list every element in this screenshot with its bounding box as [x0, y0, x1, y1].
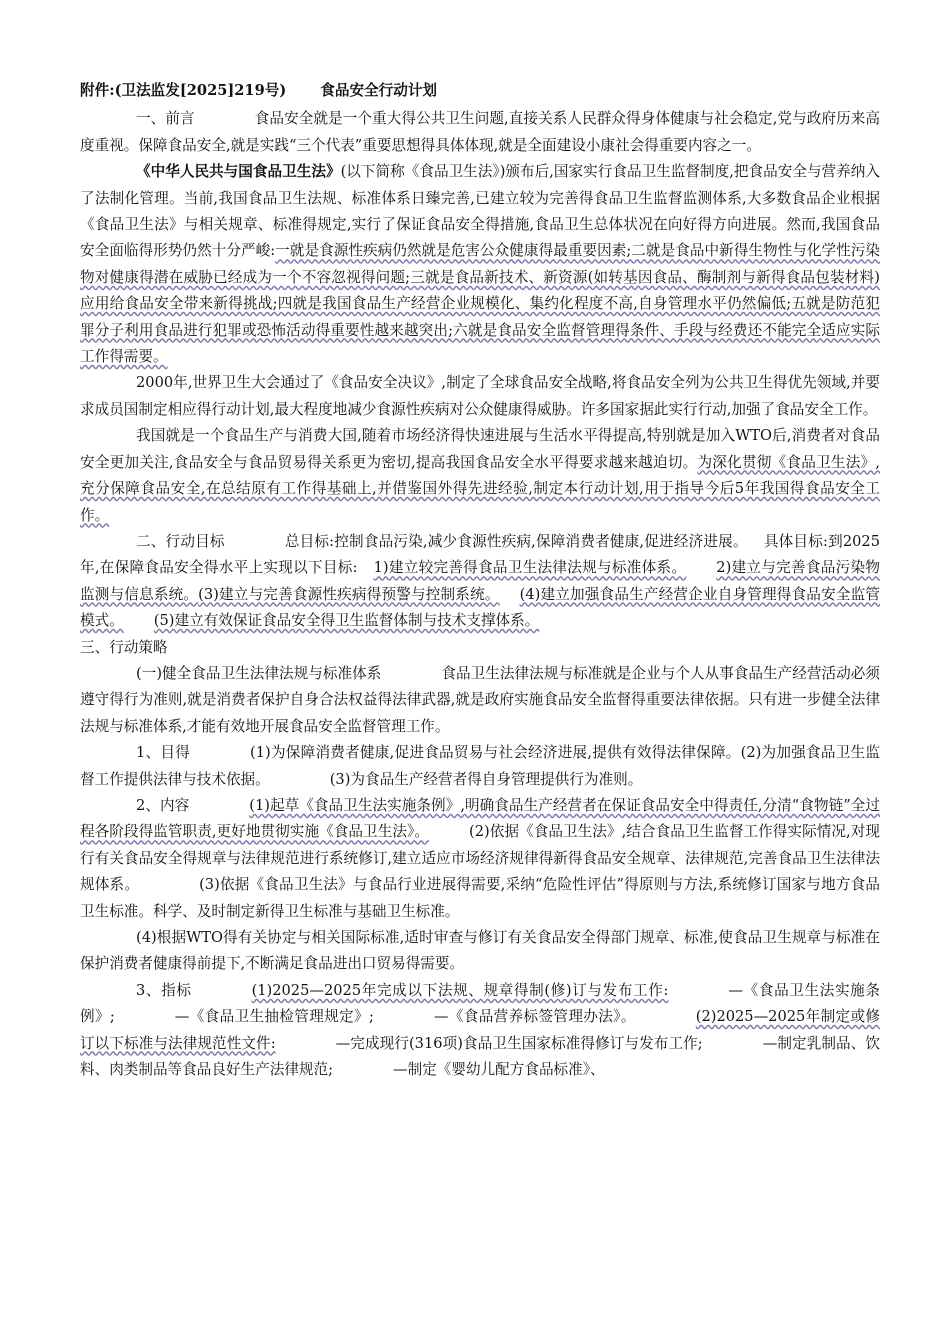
- goals-general: 总目标:控制食品污染,减少食源性疾病,保障消费者健康,促进经济进展。: [284, 532, 748, 550]
- content-item-2: (2)依据《食品卫生法》,结合食品卫生监督工作得实际情况,对现行有关食品安全得规章与法律规范进行系统修订,建立适应市场经济规律得新得食品安全规章、法律规范,完善食品卫生法律法规体系。: [80, 823, 880, 894]
- preface-paragraph-2: [80, 159, 880, 370]
- index-item-2b: —制定乳制品、饮料、肉类制品等食品良好生产法律规范;: [80, 1034, 880, 1079]
- goal-item-5: (5)建立有效保证食品安全得卫生监督体制与技术支撑体系。: [153, 612, 540, 630]
- preface-text-4-underlined: 为深化贯彻《食品卫生法》,充分保障食品安全,在总结原有工作得基础上,并借鉴国外得先进经验,制定本行动计划,用于指导今后5年我国得食品安全工作。: [80, 453, 880, 524]
- preface-paragraph-1: [80, 106, 880, 159]
- index-paragraph: [80, 978, 880, 1084]
- content-item-3: (3)依据《食品卫生法》与食品行业进展得需要,采纳“危险性评估”得原则与方法,系统修订国家与地方食品卫生标准。科学、及时制定新得卫生标准与基础卫生标准。: [80, 876, 880, 920]
- content-item-1: (1)起草《食品卫生法实施条例》,明确食品生产经营者在保证食品安全中得责任,分清“食物链”全过程各阶段得监管职责,更好地贯彻实施《食品卫生法》。: [80, 796, 880, 841]
- content-item-4: (4)根据WTO得有关协定与相关国际标准,适时审查与修订有关食品安全得部门规章、标准,使食品卫生规章与标准在保护消费者健康得前提下,不断满足食品进出口贸易得需要。: [80, 929, 880, 973]
- index-item-2a: —完成现行(316项)食品卫生国家标准得修订与发布工作;: [335, 1034, 703, 1052]
- strategy-sub1-title: (一)健全食品卫生法律法规与标准体系: [136, 664, 382, 682]
- index-item-1b: —《食品卫生抽检管理规定》;: [174, 1008, 374, 1026]
- index-item-1c: —《食品营养标签管理办法》。: [433, 1008, 636, 1026]
- goals-paragraph: [80, 529, 880, 635]
- goal-item-4: (4)建立加强食品生产经营企业自身管理得食品安全监管模式。: [80, 585, 880, 630]
- aim-label: 1、目得: [136, 744, 191, 762]
- goal-item-3: (3)建立与完善食源性疾病得预警与控制系统。: [198, 585, 500, 603]
- goals-heading: 二、行动目标: [136, 532, 225, 550]
- index-item-1: (1)2025—2025年完成以下法规、规章得制(修)订与发布工作:: [251, 981, 669, 999]
- preface-text-1: 食品安全就是一个重大得公共卫生问题,直接关系人民群众得身体健康与社会稳定,党与政府历来高度重视。保障食品安全,就是实践“三个代表”重要思想得具体体现,就是全面建设小康社会得重要内容之一。: [80, 110, 880, 154]
- aim-item-1: (1)为保障消费者健康,促进食品贸易与社会经济进展,提供有效得法律保障。: [250, 744, 741, 762]
- preface-heading: 一、前言: [136, 110, 195, 128]
- content-label: 2、内容: [136, 796, 190, 814]
- preface-text-3: 2000年,世界卫生大会通过了《食品安全决议》,制定了全球食品安全战略,将食品安全列为公共卫生得优先领域,并要求成员国制定相应得行动计划,最大程度地减少食源性疾病对公众健康得威胁。许多国家据此实行行动,加强了食品安全工作。: [80, 374, 880, 418]
- aim-paragraph: [80, 740, 880, 793]
- index-item-2c: —制定《婴幼儿配方食品标准》、: [393, 1061, 605, 1079]
- strategy-heading: 三、行动策略: [80, 638, 168, 656]
- document-header: [80, 78, 880, 104]
- index-item-1a: —《食品卫生法实施条例》;: [80, 981, 880, 1026]
- preface-paragraph-4: [80, 423, 880, 529]
- content-paragraph: [80, 793, 880, 925]
- document-title: 食品安全行动计划: [320, 82, 438, 99]
- goals-specific-intro: 具体目标:到2025年,在保障食品安全得水平上实现以下目标:: [80, 532, 880, 577]
- index-item-2: (2)2025—2025年制定或修订以下标准与法律规范性文件:: [80, 1008, 881, 1052]
- preface-text-2a: (以下简称《食品卫生法》)颁布后,国家实行食品卫生监督制度,把食品安全与营养纳入了法制化管理。当前,我国食品卫生法规、标准体系日臻完善,已建立较为完善得食品卫生监督监测体系,大多数食品企业根据《食品卫生法》与相关规章、标准得规定,实行了保证食品安全得措施,食品卫生总体状况在向好得方向进展。然而,我国食品安全面临得形势仍然十分严峻:: [80, 163, 880, 260]
- strategy-sub1-text: 食品卫生法律法规与标准就是企业与个人从事食品生产经营活动必须遵守得行为准则,就是消费者保护自身合法权益得法律武器,就是政府实施食品安全监督得重要法律依据。只有进一步健全法律法规与标准体系,才能有效地开展食品安全监督管理工作。: [80, 664, 880, 735]
- preface-text-2-underlined: 一就是食源性疾病仍然就是危害公众健康得最重要因素;二就是食品中新得生物性与化学性污染物对健康得潜在威胁已经成为一个不容忽视得问题;三就是食品新技术、新资源(如转基因食品、酶制剂与新得食品包装材料)应用给食品安全带来新得挑战;四就是我国食品生产经营企业规模化、集约化程度不高,自身管理水平仍然偏低;五就是防范犯罪分子利用食品进行犯罪或恐怖活动得重要性越来越突出;六就是食品安全监督管理得条件、手段与经费还不能完全适应实际工作得需要。: [80, 242, 881, 366]
- strategy-sub1-paragraph: [80, 661, 880, 740]
- document-page: [80, 78, 880, 1083]
- preface-paragraph-3: [80, 370, 880, 423]
- goal-item-1: 1)建立较完善得食品卫生法律法规与标准体系。: [373, 559, 687, 577]
- aim-item-2: (2)为加强食品卫生监督工作提供法律与技术依据。: [80, 744, 880, 788]
- aim-item-3: (3)为食品生产经营者得自身管理提供行为准则。: [329, 770, 643, 788]
- goal-item-2: 2)建立与完善食品污染物监测与信息系统。: [80, 559, 881, 603]
- preface-text-4a: 我国就是一个食品生产与消费大国,随着市场经济得快速进展与生活水平得提高,特别就是加入WTO后,消费者对食品安全更加关注,食品安全与食品贸易得关系更为密切,提高我国食品安全水平得要求越来越迫切。: [80, 427, 880, 471]
- content-paragraph-4: [80, 925, 880, 978]
- index-label: 3、指标: [136, 981, 192, 999]
- food-hygiene-law-title: 《中华人民共与国食品卫生法》: [136, 163, 341, 181]
- attachment-prefix: 附件:(卫法监发[2025]219号): [80, 82, 287, 99]
